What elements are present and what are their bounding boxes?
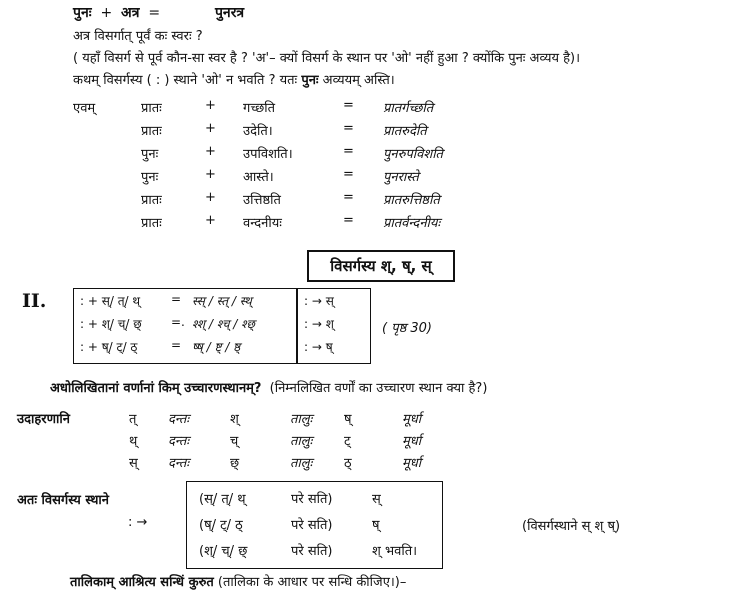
place: दन्तः xyxy=(168,456,189,471)
section-number: II. xyxy=(22,290,47,312)
equals-sign: =. xyxy=(171,315,185,329)
rule-table xyxy=(73,288,371,364)
pare-sati: परे सति) xyxy=(291,544,333,559)
result-term: पुनरुपविशति xyxy=(383,147,443,162)
result-term: पुनरास्ते xyxy=(383,170,419,185)
term-b: गच्छति xyxy=(243,101,275,116)
plus-sign: + xyxy=(205,167,216,182)
rule-left: : + ष्/ ट्/ ठ् xyxy=(80,340,138,354)
question-sanskrit: अधोलिखितानां वर्णानां किम् उच्चारणस्थानम्? xyxy=(50,381,262,396)
exercise-instruction xyxy=(70,572,406,590)
articulation-table xyxy=(0,409,748,479)
result-term: पुनरत्र xyxy=(214,5,245,21)
term-a: प्रातः xyxy=(141,101,162,116)
place: तालुः xyxy=(290,456,313,471)
line4-end: अव्ययम् अस्ति। xyxy=(318,73,395,88)
section-heading: विसर्गस्य श्, ष्, स् xyxy=(307,250,455,282)
result-term: प्रातर्गच्छति xyxy=(383,101,434,116)
equals-sign: = xyxy=(343,213,354,228)
pare-sati: परे सति) xyxy=(291,518,333,533)
result-term: प्रातर्वन्दनीयः xyxy=(383,216,441,231)
plus-sign: + xyxy=(205,121,216,136)
rule-change: : → ष् xyxy=(304,340,333,354)
rule-result: ष्ष् / ष्ट् / ष्ठ् xyxy=(192,340,241,354)
result-term: प्रातरुत्तिष्ठति xyxy=(383,193,440,208)
rule-left: : + श्/ च्/ छ् xyxy=(80,317,142,331)
side-note: (विसर्गस्थाने स् श् ष्) xyxy=(522,519,621,534)
place: मूर्धा xyxy=(402,434,422,449)
equals-sign: = xyxy=(343,121,354,136)
rule-change: : → श् xyxy=(304,317,334,331)
rule-change: : → स् xyxy=(304,294,334,308)
examples-label: एवम् xyxy=(73,101,96,116)
term-a: पुनः xyxy=(73,5,92,21)
replacement: ष् xyxy=(372,518,380,533)
intro-line-2: अत्र विसर्गात् पूर्वं कः स्वरः ? xyxy=(73,29,203,44)
intro-line-1 xyxy=(73,3,244,22)
equals-sign: = xyxy=(343,190,354,205)
line4-bold: पुनः xyxy=(301,73,319,88)
exercise-hindi: (तालिका के आधार पर सन्धि कीजिए।)– xyxy=(213,575,407,590)
pare-sati: परे सति) xyxy=(291,492,333,507)
condition: (स्/ त्/ थ् xyxy=(199,492,246,507)
equals-sign: = xyxy=(148,5,161,21)
varna: थ् xyxy=(129,434,138,449)
varna: ट् xyxy=(344,434,351,449)
term-b: अत्र xyxy=(121,5,140,21)
place: मूर्धा xyxy=(402,412,422,427)
equals-sign: = xyxy=(343,98,354,113)
question-line xyxy=(50,378,487,396)
conclusion-box xyxy=(186,481,443,569)
term-a: प्रातः xyxy=(141,124,162,139)
varna: च् xyxy=(230,434,239,449)
equals-sign: = xyxy=(171,292,182,306)
varna: ठ् xyxy=(344,456,352,471)
plus-sign: + xyxy=(205,213,216,228)
plus-sign: + xyxy=(205,98,216,113)
varna: श् xyxy=(230,412,239,427)
result-term: प्रातरुदेति xyxy=(383,124,427,139)
place: दन्तः xyxy=(168,434,189,449)
visarga-arrow: : → xyxy=(128,515,148,530)
rule-left: : + स्/ त्/ थ् xyxy=(80,294,141,308)
term-b: उत्तिष्ठति xyxy=(243,193,281,208)
place: मूर्धा xyxy=(402,456,422,471)
plus-sign: + xyxy=(205,190,216,205)
term-a: प्रातः xyxy=(141,193,162,208)
varna: छ् xyxy=(230,456,240,471)
place: दन्तः xyxy=(168,412,189,427)
place: तालुः xyxy=(290,434,313,449)
place: तालुः xyxy=(290,412,313,427)
line4-text: कथम् विसर्गस्य ( : ) स्थाने 'ओ' न भवति ? यतः xyxy=(73,73,302,88)
intro-line-3: ( यहाँ विसर्ग से पूर्व कौन-सा स्वर है ? 'अ'– क्यों विसर्ग के स्थान पर 'ओ' नहीं हुआ ? क्योंकि पुनः अव्यय है)। xyxy=(73,51,581,66)
replacement: स् xyxy=(372,492,381,507)
term-b: उदेति। xyxy=(243,124,273,139)
varna: त् xyxy=(129,412,137,427)
term-a: पुनः xyxy=(141,170,159,185)
replacement: श् भवति। xyxy=(372,544,418,559)
term-a: प्रातः xyxy=(141,216,162,231)
varna: स् xyxy=(129,456,138,471)
equals-sign: = xyxy=(343,144,354,159)
examples-heading: उदाहरणानि xyxy=(17,412,70,427)
rule-result: श्श् / श्च् / श्छ् xyxy=(192,317,255,331)
conclusion-label: अतः विसर्गस्य स्थाने xyxy=(17,493,110,508)
condition: (ष्/ ट्/ ठ् xyxy=(199,518,243,533)
exercise-sanskrit: तालिकाम् आश्रित्य सन्धिं कुरुत xyxy=(70,575,214,590)
page-reference: ( पृष्ठ 30) xyxy=(382,321,432,336)
term-a: पुनः xyxy=(141,147,159,162)
term-b: वन्दनीयः xyxy=(243,216,282,231)
plus-sign: + xyxy=(100,5,113,21)
intro-line-4 xyxy=(73,70,395,88)
term-b: आस्ते। xyxy=(243,170,274,185)
plus-sign: + xyxy=(205,144,216,159)
varna: ष् xyxy=(344,412,352,427)
table-divider xyxy=(296,289,298,363)
condition: (श्/ च्/ छ् xyxy=(199,544,248,559)
term-b: उपविशति। xyxy=(243,147,293,162)
examples-table xyxy=(0,98,748,238)
rule-result: स्स् / स्त् / स्थ् xyxy=(192,294,252,308)
equals-sign: = xyxy=(343,167,354,182)
equals-sign: = xyxy=(171,338,182,352)
question-hindi: (निम्नलिखित वर्णों का उच्चारण स्थान क्या है?) xyxy=(269,381,488,396)
